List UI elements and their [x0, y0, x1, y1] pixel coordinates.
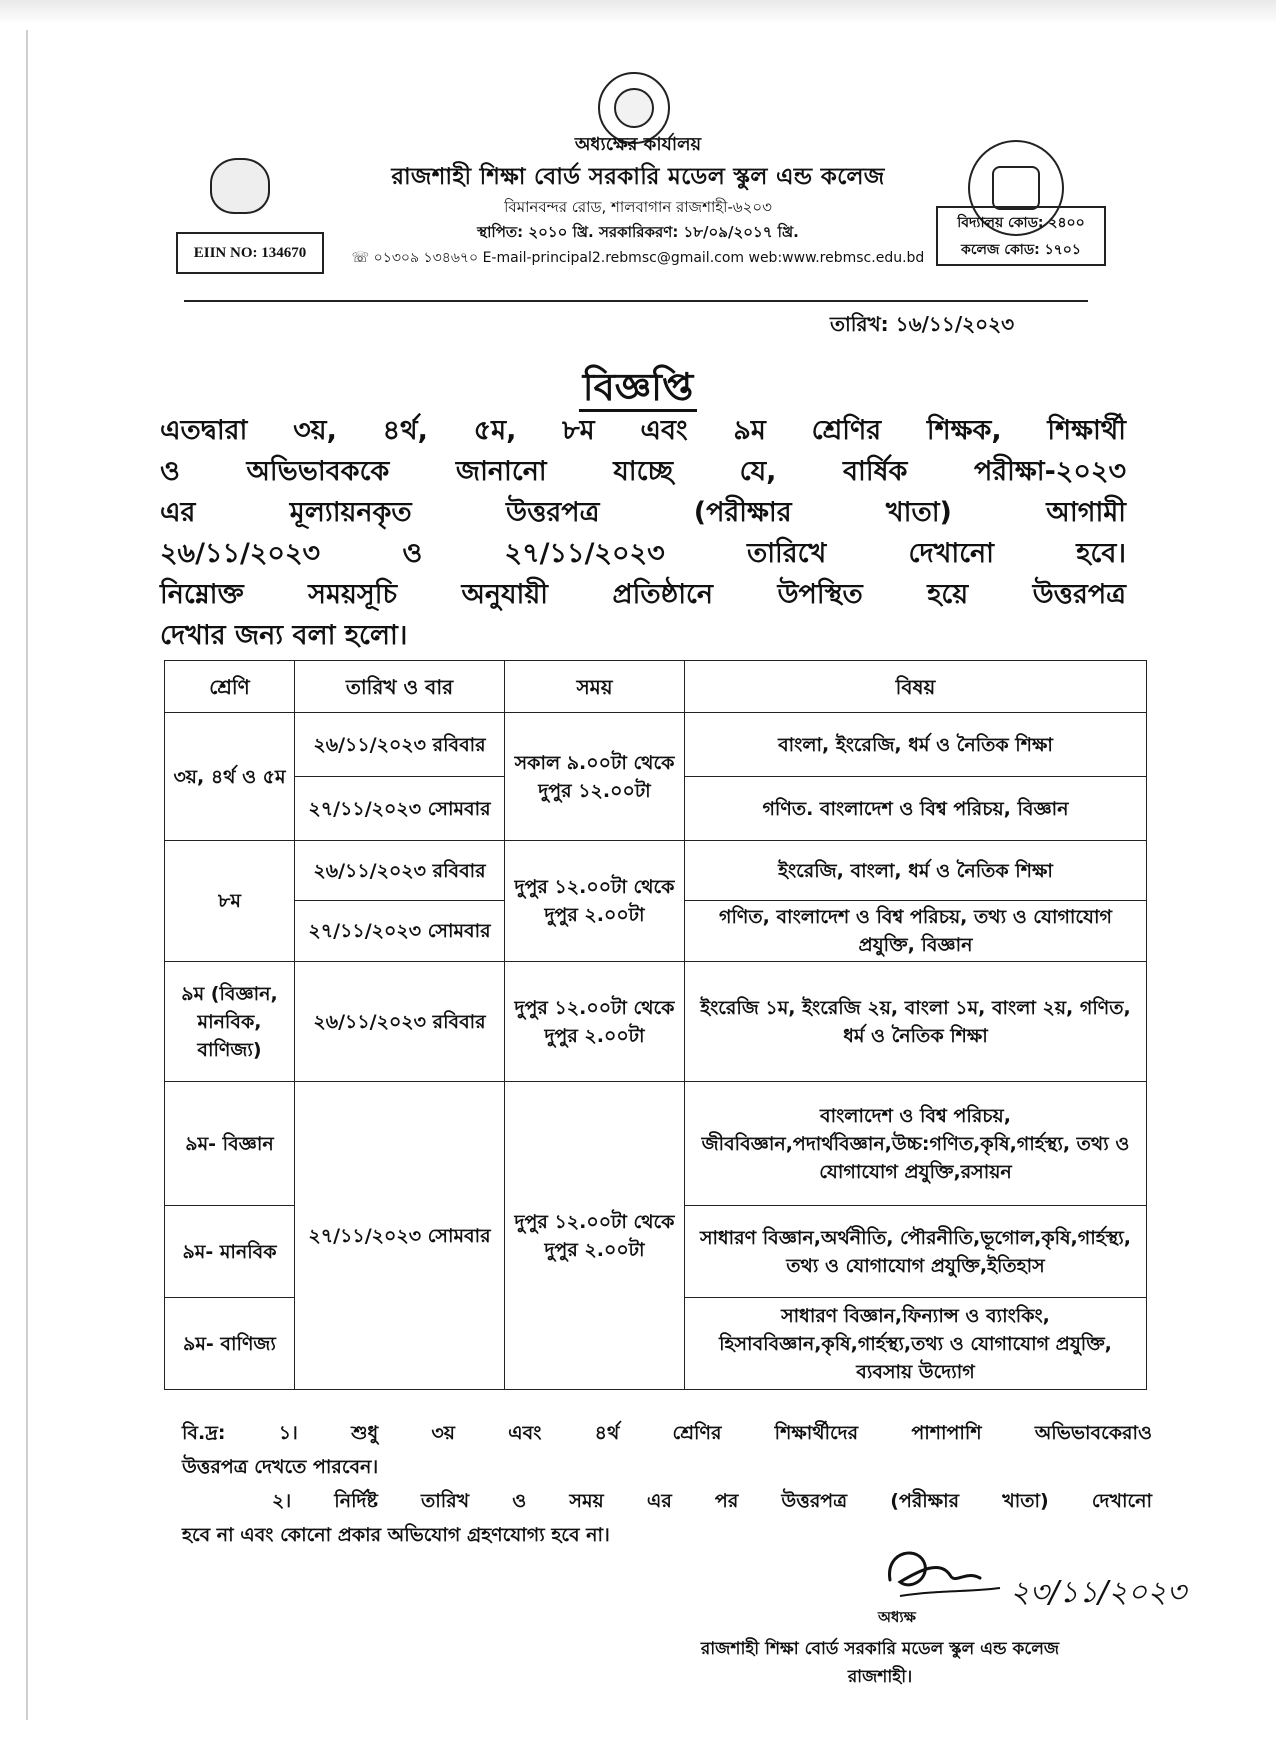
signatory-city: রাজশাহী।: [847, 1667, 913, 1687]
date-cell: ২৭/১১/২০২৩ সোমবার: [295, 1082, 505, 1390]
school-address: বিমানবন্দর রোড, শালবাগান রাজশাহী-৬২০৩: [504, 198, 772, 216]
subject-cell: গণিত, বাংলাদেশ ও বিশ্ব পরিচয়, তথ্য ও যোগাযোগ প্রযুক্তি, বিজ্ঞান: [685, 901, 1147, 962]
note-line: ২। নির্দিষ্ট তারিখ ও সময় এর পর উত্তরপত্র (পরীক্ষার খাতা) দেখানো: [272, 1490, 1152, 1512]
header-class: শ্রেণি: [165, 661, 295, 713]
subject-cell: সাধারণ বিজ্ঞান,ফিন্যান্স ও ব্যাংকিং, হিসাববিজ্ঞান,কৃষি,গার্হস্থ্য,তথ্য ও যোগাযোগ প্রযুক্তি, ব্যবসায় উদ্যোগ: [685, 1298, 1147, 1390]
date-cell: ২৬/১১/২০২৩ রবিবার: [295, 713, 505, 777]
header-subject: বিষয়: [685, 661, 1147, 713]
subject-cell: সাধারণ বিজ্ঞান,অর্থনীতি, পৌরনীতি,ভূগোল,কৃষি,গার্হস্থ্য, তথ্য ও যোগাযোগ প্রযুক্তি,ইতিহাস: [685, 1206, 1147, 1298]
body-line: এতদ্বারা ৩য়, ৪র্থ, ৫ম, ৮ম এবং ৯ম শ্রেণির শিক্ষক, শিক্ষার্থী: [160, 415, 1126, 446]
signature-date: ২৩/১১/২০২৩: [1010, 1575, 1187, 1610]
date-cell: ২৬/১১/২০২৩ রবিবার: [295, 962, 505, 1082]
office-title: অধ্যক্ষের কার্যালয়: [574, 134, 702, 155]
class-cell: ৯ম- বিজ্ঞান: [165, 1082, 295, 1206]
signatory-school: রাজশাহী শিক্ষা বোর্ড সরকারি মডেল স্কুল এন্ড কলেজ: [700, 1639, 1060, 1659]
table-header-row: [165, 661, 1147, 713]
seal-map-icon: [614, 88, 654, 128]
eiin-box: EIIN NO: 134670: [176, 232, 324, 274]
class-cell: ৯ম (বিজ্ঞান, মানবিক, বাণিজ্য): [165, 962, 295, 1082]
note-line: হবে না এবং কোনো প্রকার অভিযোগ গ্রহণযোগ্য হবে না।: [182, 1524, 610, 1546]
time-cell: দুপুর ১২.০০টা থেকে দুপুর ২.০০টা: [505, 841, 685, 962]
notice-body: [160, 410, 1126, 656]
time-cell: সকাল ৯.০০টা থেকে দুপুর ১২.০০টা: [505, 713, 685, 841]
established-info: স্থাপিত: ২০১০ খ্রি. সরকারিকরণ: ১৮/০৯/২০১৭ খ্রি.: [477, 223, 799, 241]
contact-info: ☏ ০১৩০৯ ১৩৪৬৭০ E-mail-principal2.rebmsc@gmail.com web:www.rebmsc.edu.bd: [351, 250, 925, 266]
note-line: বি.দ্র: ১। শুধু ৩য় এবং ৪র্থ শ্রেণির শিক্ষার্থীদের পাশাপাশি অভিভাবকেরাও: [182, 1422, 1152, 1444]
subject-cell: গণিত. বাংলাদেশ ও বিশ্ব পরিচয়, বিজ্ঞান: [685, 777, 1147, 841]
body-line: ২৬/১১/২০২৩ ও ২৭/১১/২০২৩ তারিখে দেখানো হবে।: [160, 538, 1126, 569]
school-code: বিদ্যালয় কোড: ২৪০০: [957, 214, 1085, 231]
time-cell: দুপুর ১২.০০টা থেকে দুপুর ২.০০টা: [505, 1082, 685, 1390]
body-line: দেখার জন্য বলা হলো।: [160, 620, 408, 651]
handwritten-signature: [880, 1540, 1187, 1616]
header-date: তারিখ ও বার: [295, 661, 505, 713]
school-name: রাজশাহী শিক্ষা বোর্ড সরকারি মডেল স্কুল এন্ড কলেজ: [391, 164, 885, 190]
header-time: সময়: [505, 661, 685, 713]
footnotes: [182, 1416, 1152, 1552]
signatory-title: অধ্যক্ষ: [878, 1608, 916, 1626]
body-line: এর মূল্যায়নকৃত উত্তরপত্র (পরীক্ষার খাতা) আগামী: [160, 497, 1126, 528]
class-cell: ৩য়, ৪র্থ ও ৫ম: [165, 713, 295, 841]
time-cell: দুপুর ১২.০০টা থেকে দুপুর ২.০০টা: [505, 962, 685, 1082]
scan-fold-line: [26, 30, 28, 1720]
class-cell: ৮ম: [165, 841, 295, 962]
note-line: উত্তরপত্র দেখতে পারবেন।: [182, 1456, 379, 1478]
date-cell: ২৭/১১/২০২৩ সোমবার: [295, 777, 505, 841]
schedule-table: [164, 660, 1147, 1390]
subject-cell: বাংলাদেশ ও বিশ্ব পরিচয়, জীববিজ্ঞান,পদার্থবিজ্ঞান,উচ্চ:গণিত,কৃষি,গার্হস্থ্য, তথ্য ও যোগাযোগ প্রযুক্তি,রসায়ন: [685, 1082, 1147, 1206]
class-cell: ৯ম- বাণিজ্য: [165, 1298, 295, 1390]
date-cell: ২৭/১১/২০২৩ সোমবার: [295, 901, 505, 962]
table-row: [165, 713, 1147, 777]
body-line: নিম্নোক্ত সময়সূচি অনুযায়ী প্রতিষ্ঠানে উপস্থিত হয়ে উত্তরপত্র: [160, 579, 1126, 610]
class-cell: ৯ম- মানবিক: [165, 1206, 295, 1298]
notice-title-text: বিজ্ঞপ্তি: [579, 365, 698, 412]
table-row: [165, 1082, 1147, 1206]
letterhead-divider: [184, 300, 1088, 302]
college-code: কলেজ কোড: ১৭০১: [961, 241, 1081, 258]
subject-cell: বাংলা, ইংরেজি, ধর্ম ও নৈতিক শিক্ষা: [685, 713, 1147, 777]
notice-date: তারিখ: ১৬/১১/২০২৩: [830, 312, 1015, 336]
table-row: [165, 841, 1147, 901]
table-row: [165, 962, 1147, 1082]
date-cell: ২৬/১১/২০২৩ রবিবার: [295, 841, 505, 901]
scan-edge: [0, 0, 1276, 24]
body-line: ও অভিভাবককে জানানো যাচ্ছে যে, বার্ষিক পরীক্ষা-২০২৩: [160, 456, 1126, 487]
subject-cell: ইংরেজি, বাংলা, ধর্ম ও নৈতিক শিক্ষা: [685, 841, 1147, 901]
codes-box: [936, 206, 1106, 266]
subject-cell: ইংরেজি ১ম, ইংরেজি ২য়, বাংলা ১ম, বাংলা ২য়, গণিত, ধর্ম ও নৈতিক শিক্ষা: [685, 962, 1147, 1082]
